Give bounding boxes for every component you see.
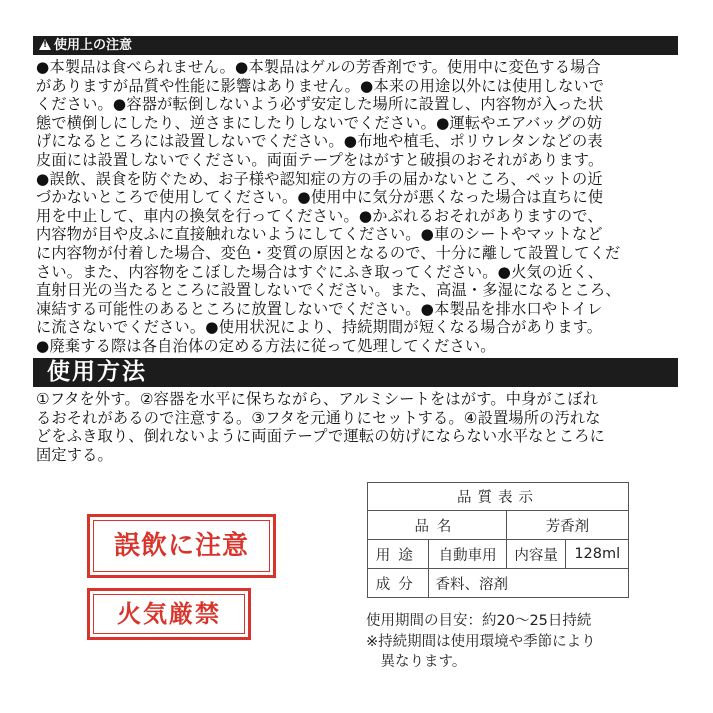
- usage-header-bar: [33, 358, 678, 387]
- fire-warning-stamp: [87, 588, 251, 640]
- fire-warning-text: 火気厳禁: [117, 600, 221, 628]
- product-name-value: 芳香剤: [506, 511, 628, 540]
- ingredients-label: 成分: [368, 569, 429, 598]
- caution-body-text: ●本製品は食べられません。●本製品はゲルの芳香剤です。使用中に変色する場合 がありますが品質や性能に影響はありません。●本来の用途以外には使用しないで ください。●容器が転倒しないよう必ず安定した場所に設置し、内容物が入った状 態で横倒しにしたり、逆さまにしたりしないでください。●運転やエアバッグの妨 げになるところには設置しないでください。●布地や植毛、ポリウレタンなどの表 皮面には設置しないでください。両面テープをはがすと破損のおそれがあります。 ●誤飲、誤食を防ぐため、お子様や認知症の方の手の届かないところ、ペットの近 づかないところで使用してください。●使用中に気分が悪くなった場合は直ちに使 用を中止して、車内の換気を行ってください。●かぶれるおそれがありますので、 内容物が目や皮ふに直接触れないようにしてください。●車のシートやマットなど に内容物が付着した場合、変色・変質の原因となるので、十分に離して設置してくだ さい。また、内容物をこぼした場合はすぐにふき取ってください。●火気の近く、 直射日光の当たるところに設置しないでください。また、高温・多湿になるところ、 凍結する可能性のあるところに放置しないでください。●本製品を排水口やトイレ に流さないでください。●使用状況により、持続期間が短くなる場合があります。 ●廃棄する際は各自治体の定める方法に従って処理してください。: [36, 58, 621, 355]
- caution-title-text: 使用上の注意: [54, 38, 133, 53]
- quality-label-table: [367, 482, 629, 598]
- table-row: [368, 511, 629, 540]
- use-value: 自動車用: [429, 540, 506, 569]
- product-name-label: 品名: [368, 511, 507, 540]
- caution-title: [39, 37, 132, 54]
- usage-period-note: 使用期間の目安：約20〜25日持続: [366, 613, 592, 629]
- ingredients-value: 香料、溶剤: [429, 569, 629, 598]
- swallow-warning-text: 誤飲に注意: [113, 531, 249, 561]
- swallow-warning-stamp: [87, 514, 276, 578]
- table-row: [368, 540, 629, 569]
- caution-header-bar: [33, 36, 678, 55]
- table-row: [368, 483, 629, 511]
- usage-title: 使用方法: [47, 359, 147, 385]
- warning-icon: [39, 39, 51, 50]
- volume-label: 内容量: [506, 540, 566, 569]
- volume-value: 128ml: [566, 540, 629, 569]
- period-disclaimer: ※持続期間は使用環境や季節により 異なります。: [366, 634, 596, 670]
- quality-table-title: 品質表示: [368, 483, 629, 511]
- usage-body-text: ①フタを外す。②容器を水平に保ちながら、アルミシートをはがす。中身がこぼれ るおそれがあるので注意する。③フタを元通りにセットする。④設置場所の汚れな どをふき取り、倒れないように両面テープで運転の妨げにならない水平なところに 固定する。: [36, 390, 606, 464]
- use-label: 用途: [368, 540, 429, 569]
- table-row: [368, 569, 629, 598]
